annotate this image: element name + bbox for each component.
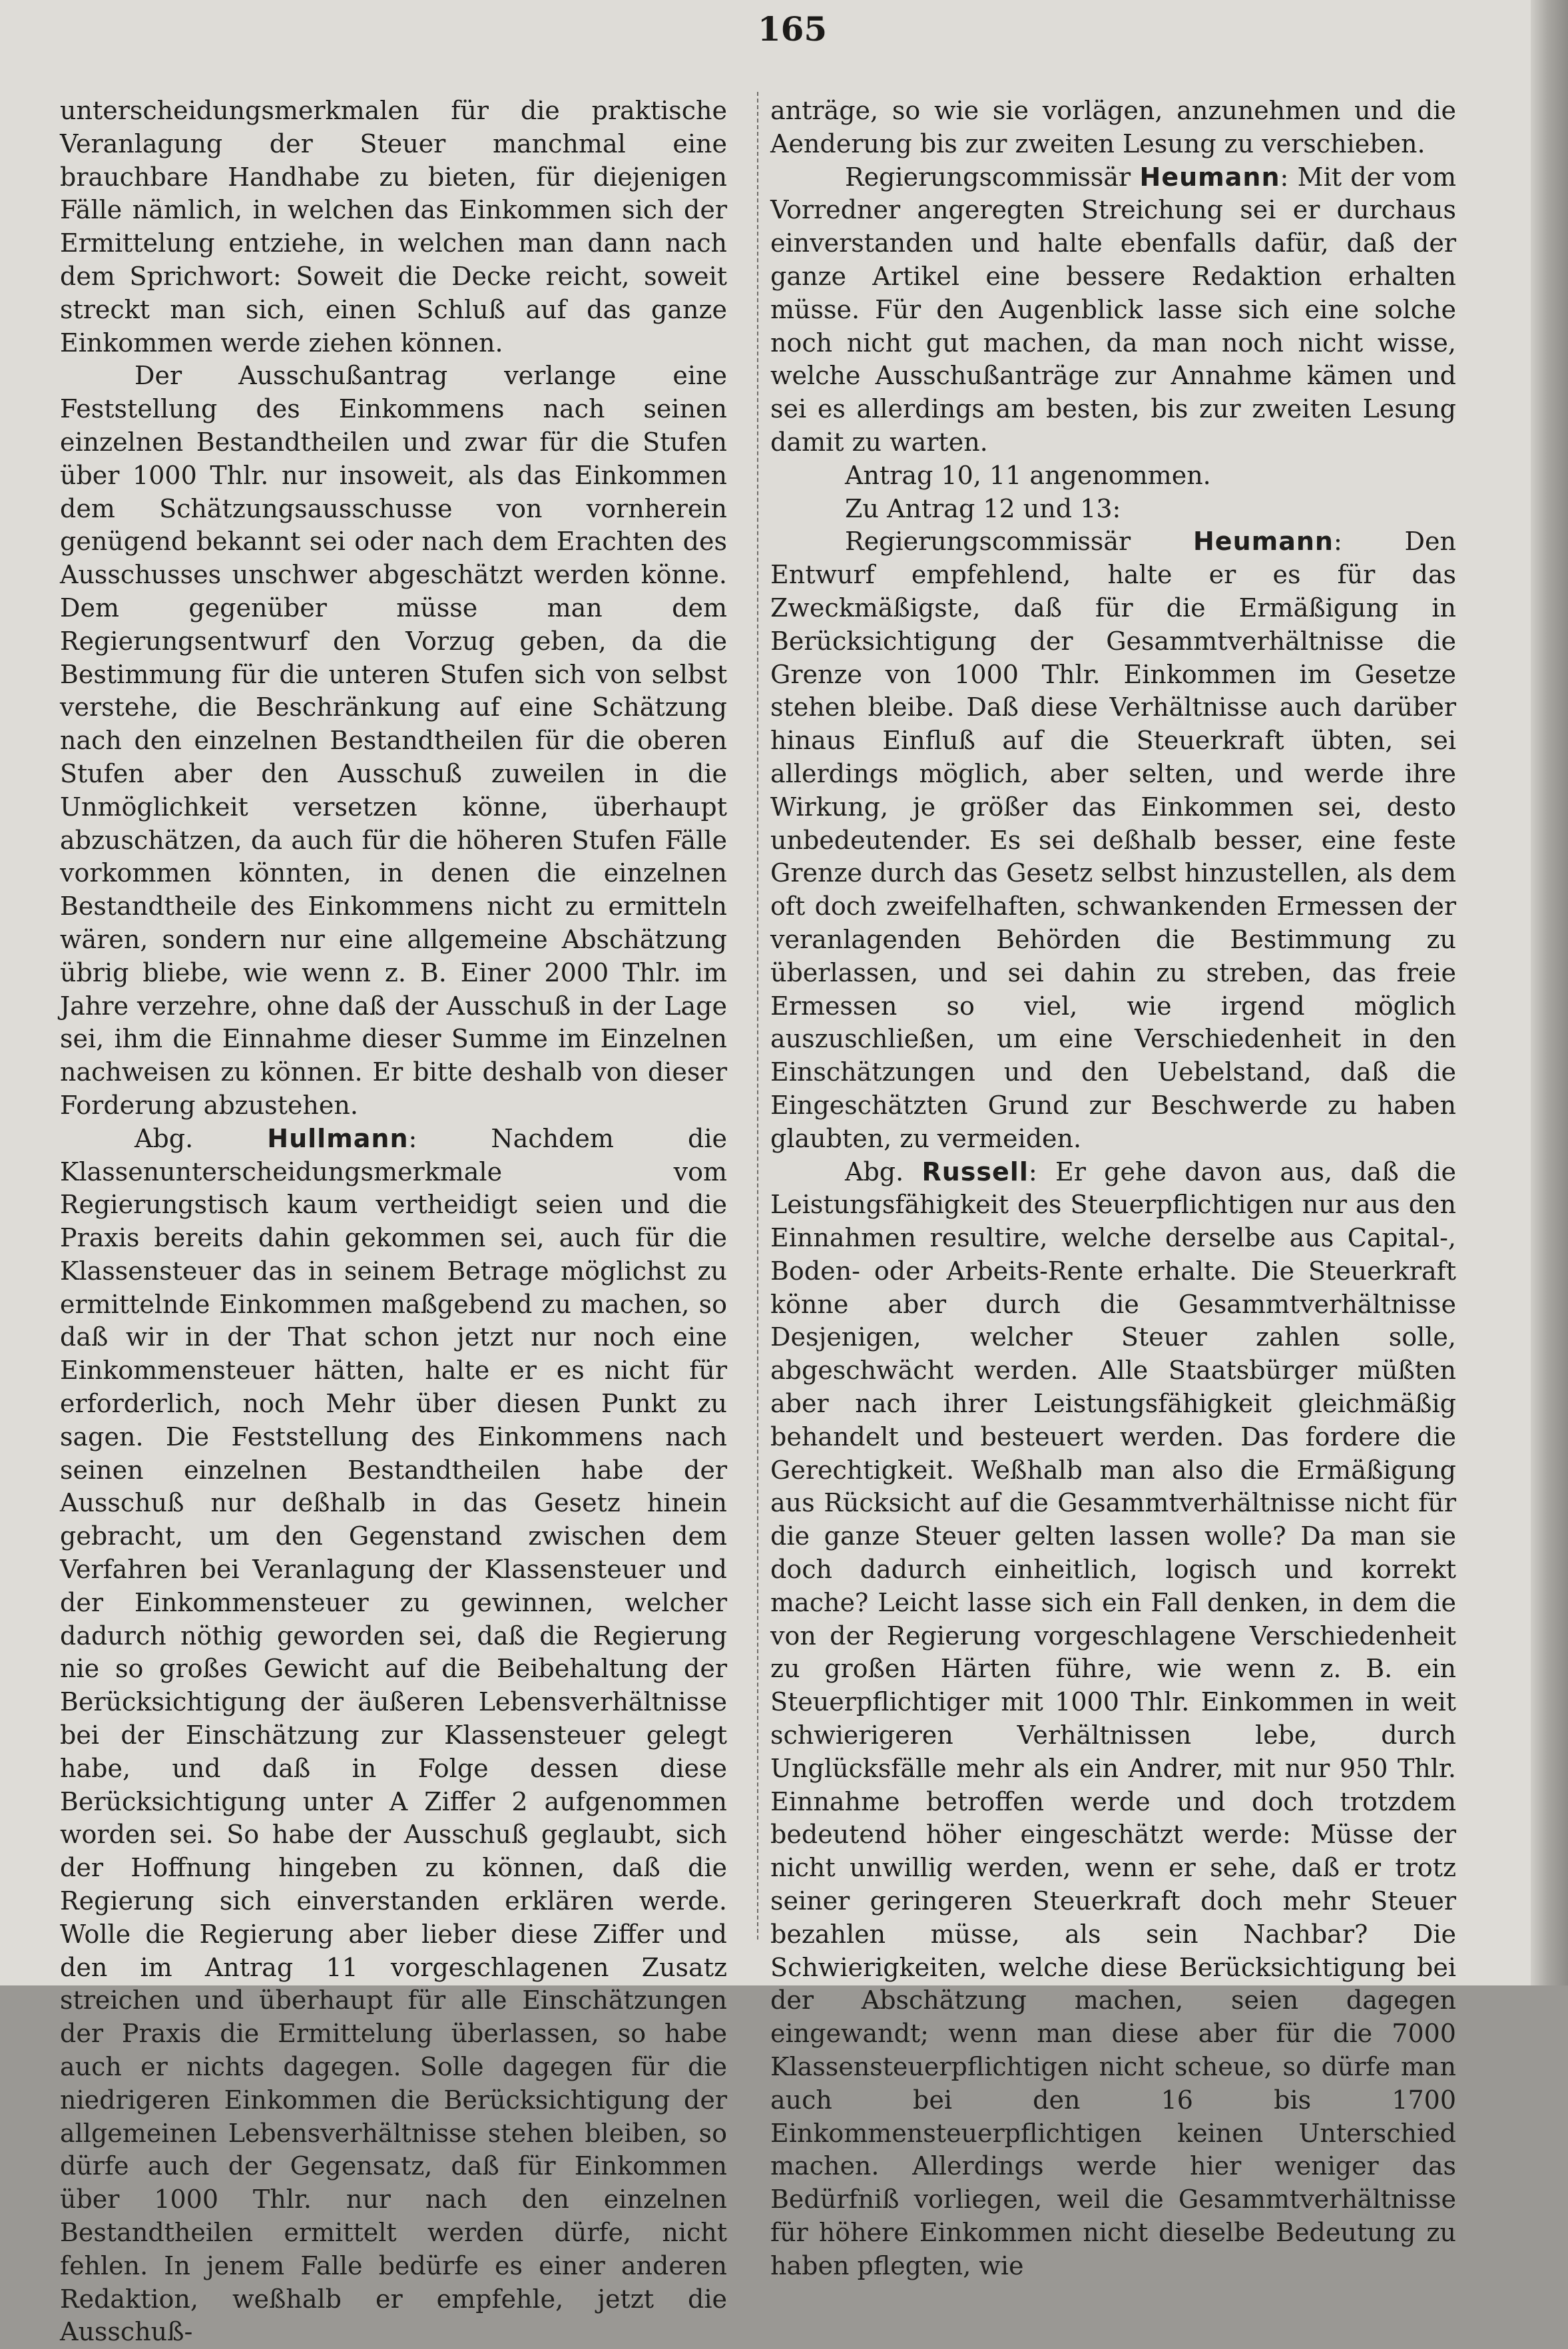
speaker-title: Abg. — [134, 1123, 194, 1153]
speaker-title: Regierungscommissär — [845, 162, 1131, 192]
paragraph — [770, 459, 1456, 493]
paragraph-text: : Den Entwurf empfehlend, halte er es für das Zweckmäßigste, daß für die Ermäßigung in Berücksichtigung der Gesammtverhältnisse die Grenze von 1000 Thlr. Einkommen im Gesetze stehen bleibe. Daß diese Verhältnisse auch darüber hinaus Einfluß auf die Steuerkraft übten, sei allerdings möglich, aber selten, und werde ihre Wirkung, je größer das Einkommen sei, desto unbedeutender. Es sei deßhalb besser, eine feste Grenze durch das Gesetz selbst hinzustellen, als dem oft doch zweifelhaften, schwankenden Ermessen der veranlagenden Behörden die Bestimmung zu überlassen, und sei dahin zu streben, das freie Ermessen so viel, wie irgend möglich auszuschließen, um eine Verschiedenheit in den Einschätzungen und den Uebelstand, daß die Eingeschätzten Grund zur Beschwerde zu haben glaubten, zu vermeiden. — [770, 527, 1456, 1153]
paragraph — [60, 360, 727, 1122]
column-divider — [757, 92, 758, 1940]
paragraph — [770, 493, 1456, 526]
speaker-name: Heumann — [1193, 527, 1334, 557]
left-column — [60, 95, 727, 2349]
speech-paragraph — [770, 525, 1456, 1155]
paragraph-text: unterscheidungsmerkmalen für die praktische Veranlagung der Steuer manchmal eine brauchbare Handhabe zu bieten, für diejenigen Fälle nämlich, in welchen das Einkommen sich der Ermittelung entziehe, in welchen man dann nach dem Sprichwort: Soweit die Decke reicht, soweit streckt man sich, einen Schluß auf das ganze Einkommen werde ziehen können. — [60, 96, 727, 358]
speaker-name: Russell — [921, 1157, 1029, 1186]
book-binding-edge — [1531, 0, 1568, 1985]
speaker-name: Heumann — [1139, 162, 1280, 192]
speech-paragraph — [770, 161, 1456, 459]
speaker-name: Hullmann — [267, 1123, 409, 1153]
paragraph-text: : Er gehe davon aus, daß die Leistungsfähigkeit des Steuerpflichtigen nur aus den Einnahmen resultire, welche derselbe aus Capital-, Boden- oder Arbeits-Rente erhalte. Die Steuerkraft könne aber durch die Gesammtverhältnisse Desjenigen, welcher Steuer zahlen solle, abgeschwächt werden. Alle Staatsbürger müßten aber nach ihrer Leistungsfähigkeit gleichmäßig behandelt und besteuert werden. Das fordere die Gerechtigkeit. Weßhalb man also die Ermäßigung aus Rücksicht auf die Gesammtverhältnisse nicht für die ganze Steuer gelten lassen wolle? Da man sie doch dadurch einheitlich, logisch und korrekt mache? Leicht lasse sich ein Fall denken, in dem die von der Regierung vorgeschlagene Verschiedenheit zu großen Härten führe, wie wenn z. B. ein Steuerpflichtiger mit 1000 Thlr. Einkommen in weit schwierigeren Verhältnissen lebe, durch Unglücksfälle mehr als ein Andrer, mit nur 950 Thlr. Einnahme betroffen werde und doch trotzdem bedeutend höher eingeschätzt werde: Müsse der nicht unwillig werden, wenn er sehe, daß er trotz seiner geringeren Steuerkraft doch mehr Steuer bezahlen müsse, als sein Nachbar? Die Schwierigkeiten, welche diese Berücksichtigung bei der Abschätzung machen, seien dagegen eingewandt; wenn man diese aber für die 7000 Klassensteuerpflichtigen nicht scheue, so dürfe man auch bei den 16 bis 1700 Einkommensteuerpflichtigen keinen Unterschied machen. Allerdings werde hier weniger das Bedürfniß vorliegen, weil die Gesammtverhältnisse für höhere Einkommen nicht dieselbe Bedeutung zu haben pflegten, wie — [770, 1157, 1456, 2280]
right-column — [770, 95, 1456, 2283]
paragraph-text: Antrag 10, 11 angenommen. — [845, 460, 1211, 490]
paragraph — [770, 95, 1456, 161]
speaker-title: Abg. — [845, 1157, 904, 1186]
paragraph-text: Zu Antrag 12 und 13: — [845, 493, 1121, 523]
paragraph-text: : Mit der vom Vorredner angeregten Streichung sei er durchaus einverstanden und halte ebenfalls dafür, daß der ganze Artikel eine bessere Redaktion erhalten müsse. Für den Augenblick lasse sich eine solche noch nicht gut machen, da man noch nicht wisse, welche Ausschußanträge zur Annahme kämen und sei es allerdings am besten, bis zur zweiten Lesung damit zu warten. — [770, 162, 1456, 457]
paragraph-text: Der Ausschußantrag verlange eine Feststellung des Einkommens nach seinen einzelnen Bestandtheilen und zwar für die Stufen über 1000 Thlr. nur insoweit, als das Einkommen dem Schätzungsausschusse von vornherein genügend bekannt sei oder nach dem Erachten des Ausschusses unschwer abgeschätzt werden könne. Dem gegenüber müsse man dem Regierungsentwurf den Vorzug geben, da die Bestimmung für die unteren Stufen sich von selbst verstehe, die Beschränkung auf eine Schätzung nach den einzelnen Bestandtheilen für die oberen Stufen aber den Ausschuß zuweilen in die Unmöglichkeit versetzen könne, überhaupt abzuschätzen, da auch für die höheren Stufen Fälle vorkommen könnten, in denen die einzelnen Bestandtheile des Einkommens nicht zu ermitteln wären, sondern nur eine allgemeine Abschätzung übrig bliebe, wie wenn z. B. Einer 2000 Thlr. im Jahre verzehre, ohne daß der Ausschuß in der Lage sei, ihm die Einnahme dieser Summe im Einzelnen nachweisen zu können. Er bitte deshalb von dieser Forderung abzustehen. — [60, 361, 727, 1120]
page-number: 165 — [757, 9, 828, 49]
paragraph-text: : Nachdem die Klassenunterscheidungsmerkmale vom Regierungstisch kaum vertheidigt seien und die Praxis bereits dahin gekommen sei, auch für die Klassensteuer das in seinem Betrage möglichst zu ermittelnde Einkommen maßgebend zu machen, so daß wir in der That schon jetzt nur noch eine Einkommensteuer hätten, halte er es nicht für erforderlich, noch Mehr über diesen Punkt zu sagen. Die Feststellung des Einkommens nach seinen einzelnen Bestandtheilen habe der Ausschuß nur deßhalb in das Gesetz hinein gebracht, um den Gegenstand zwischen dem Verfahren bei Veranlagung der Klassensteuer und der Einkommensteuer zu gewinnen, welcher dadurch nöthig geworden sei, daß die Regierung nie so großes Gewicht auf die Beibehaltung der Berücksichtigung der äußeren Lebensverhältnisse bei der Einschätzung zur Klassensteuer gelegt habe, und daß in Folge dessen diese Berücksichtigung unter A Ziffer 2 aufgenommen worden sei. So habe der Ausschuß geglaubt, sich der Hoffnung hingeben zu können, daß die Regierung sich einverstanden erklären werde. Wolle die Regierung aber lieber diese Ziffer und den im Antrag 11 vorgeschlagenen Zusatz streichen und überhaupt für alle Einschätzungen der Praxis die Ermittelung überlassen, so habe auch er nichts dagegen. Solle dagegen für die niedrigeren Einkommen die Berücksichtigung der allgemeinen Lebensverhältnisse stehen bleiben, so dürfe auch der Gegensatz, daß für Einkommen über 1000 Thlr. nur nach den einzelnen Bestandtheilen ermittelt werden dürfe, nicht fehlen. In jenem Falle bedürfe es einer anderen Redaktion, weßhalb er empfehle, jetzt die Ausschuß- — [60, 1123, 727, 2347]
speaker-title: Regierungscommissär — [845, 527, 1131, 557]
speech-paragraph — [770, 1156, 1456, 2283]
paragraph-text: anträge, so wie sie vorlägen, anzunehmen und die Aenderung bis zur zweiten Lesung zu verschieben. — [770, 96, 1456, 158]
speech-paragraph — [60, 1123, 727, 2349]
paragraph — [60, 95, 727, 360]
